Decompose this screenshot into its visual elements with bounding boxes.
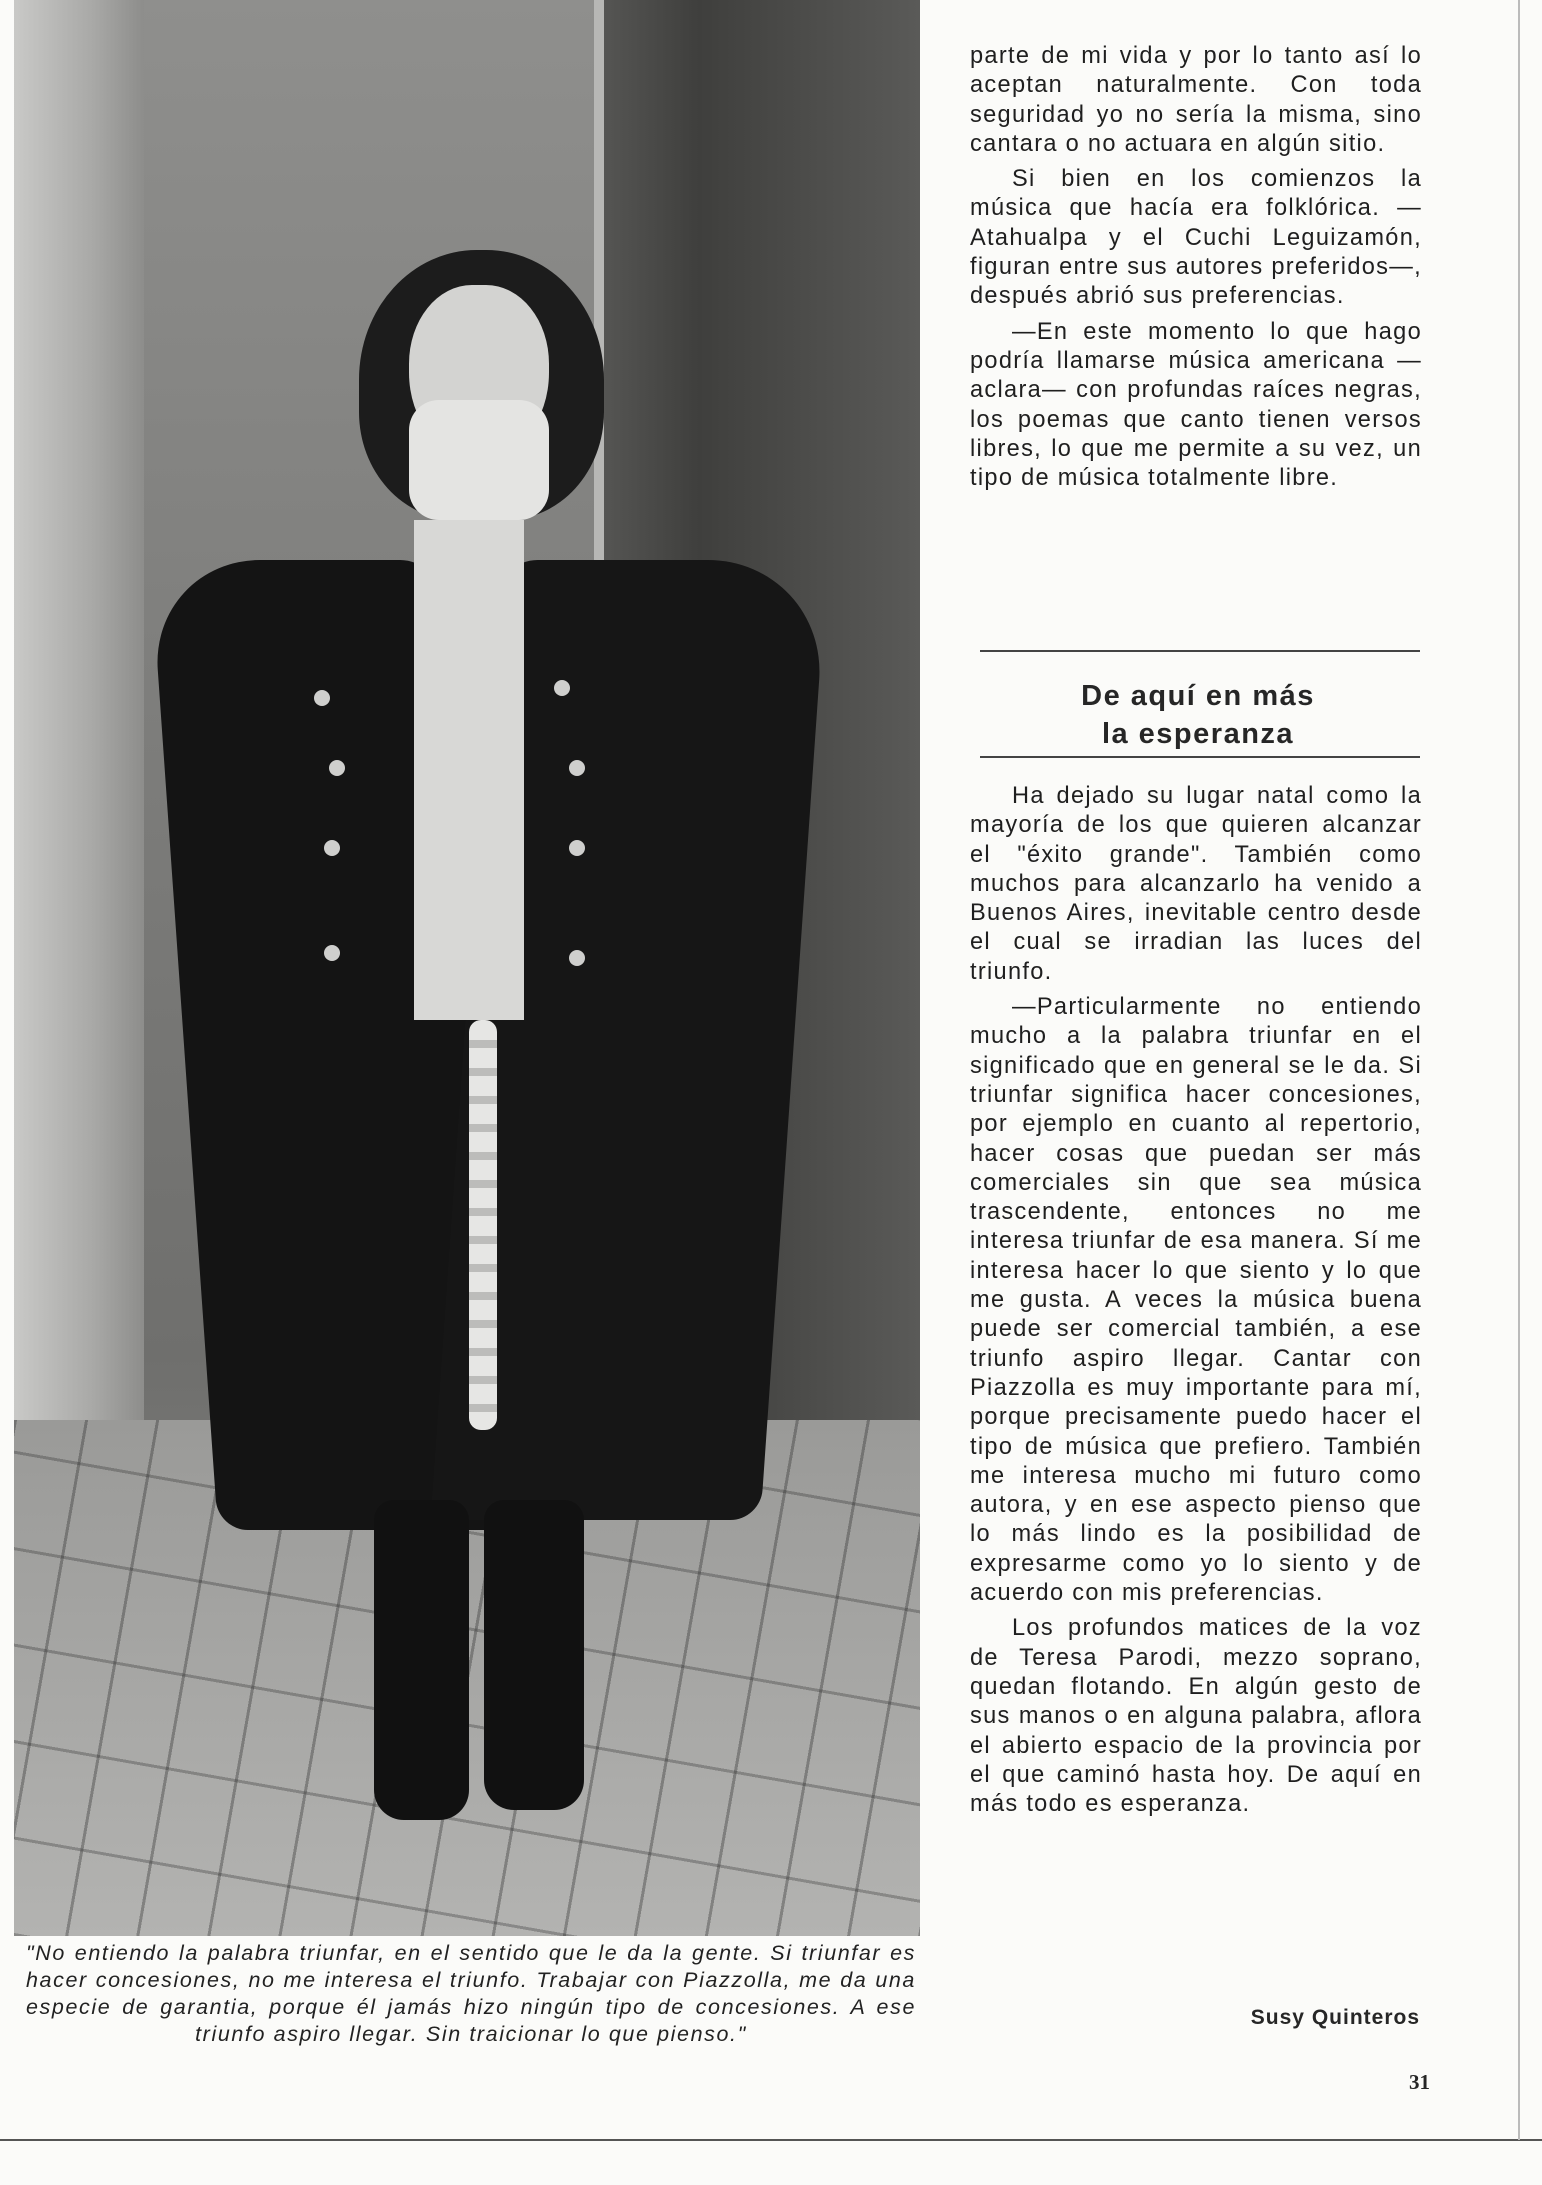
coat-button [569,760,585,776]
article-column-top [970,42,1422,499]
section-heading [978,677,1418,753]
photo-boot-right [484,1500,584,1810]
page-bottom-rule [0,2139,1542,2141]
photo-wall-left [14,0,144,1480]
author-byline: Susy Quinteros [1250,2006,1420,2029]
article-paragraph: parte de mi vida y por lo tanto así lo aceptan naturalmente. Con toda seguridad yo no sería la misma, sino cantara o no actuara en algún sitio. [970,43,1422,157]
section-heading-line: la esperanza [1101,718,1295,750]
coat-button [554,680,570,696]
coat-button [324,945,340,961]
coat-button [569,950,585,966]
page-number: 31 [1409,2070,1430,2094]
photo-belt [469,1020,497,1430]
coat-button [569,840,585,856]
coat-button [314,690,330,706]
article-paragraph: Ha dejado su lugar natal como la mayoría de los que quieren alcanzar el "éxito grande". También como muchos para alcanzarlo ha venido a Buenos Aires, inevitable centro desde el cual se irradian las luces del triunfo. [970,783,1422,985]
article-column-bottom [970,782,1422,1825]
portrait-photo [14,0,920,1936]
photo-boot-left [374,1500,469,1820]
page-right-edge [1518,0,1520,2140]
section-heading-line: De aquí en más [1081,680,1315,712]
coat-button [324,840,340,856]
photo-caption: "No entiendo la palabra triunfar, en el sentido que le da la gente. Si triunfar es hacer concesiones, no me interesa el triunfo. Trabajar con Piazzolla, me da una especie de garantia, porque él jamás hizo ningún tipo de concesiones. A ese triunfo aspiro llegar. Sin traicionar lo que pienso." [26,1941,916,2046]
article-paragraph: Los profundos matices de la voz de Teresa Parodi, mezzo soprano, quedan flotando. En algún gesto de sus manos o en alguna palabra, aflora el abierto espacio de la provincia por el que caminó hasta hoy. De aquí en más todo es esperanza. [970,1615,1422,1818]
coat-button [329,760,345,776]
section-divider [980,650,1420,652]
article-paragraph: Si bien en los comienzos la música que hacía era folklórica. —Atahualpa y el Cuchi Leguizamón, figuran entre sus autores preferidos—, después abrió sus preferencias. [970,166,1423,310]
article-paragraph: —Particularmente no entiendo mucho a la palabra triunfar en el significado que en general se le da. Si triunfar significa hacer concesiones, por ejemplo en cuanto al repertorio, hacer cosas que puedan ser más comerciales sin que sea música trascendente, entonces no me interesa triunfar de esa manera. Sí me interesa hacer lo que siento y lo que me gusta. A veces la música buena puede ser comercial también, a ese triunfo aspiro llegar. Cantar con Piazzolla es muy importante para mí, porque precisamente puedo hacer el tipo de música que prefiero. También me interesa mucho mi futuro como autora, y en ese aspecto pienso que lo más lindo es la posibilidad de expresarme como yo lo siento y de acuerdo con mis preferencias. [970,994,1423,1607]
article-paragraph: —En este momento lo que hago podría llamarse música americana —aclara— con profundas raíces negras, los poemas que canto tienen versos libres, lo que me permite a su vez, un tipo de música totalmente libre. [970,318,1422,492]
photo-sweater [414,520,524,1020]
heading-underline [980,756,1420,758]
photo-turtleneck [409,400,549,520]
